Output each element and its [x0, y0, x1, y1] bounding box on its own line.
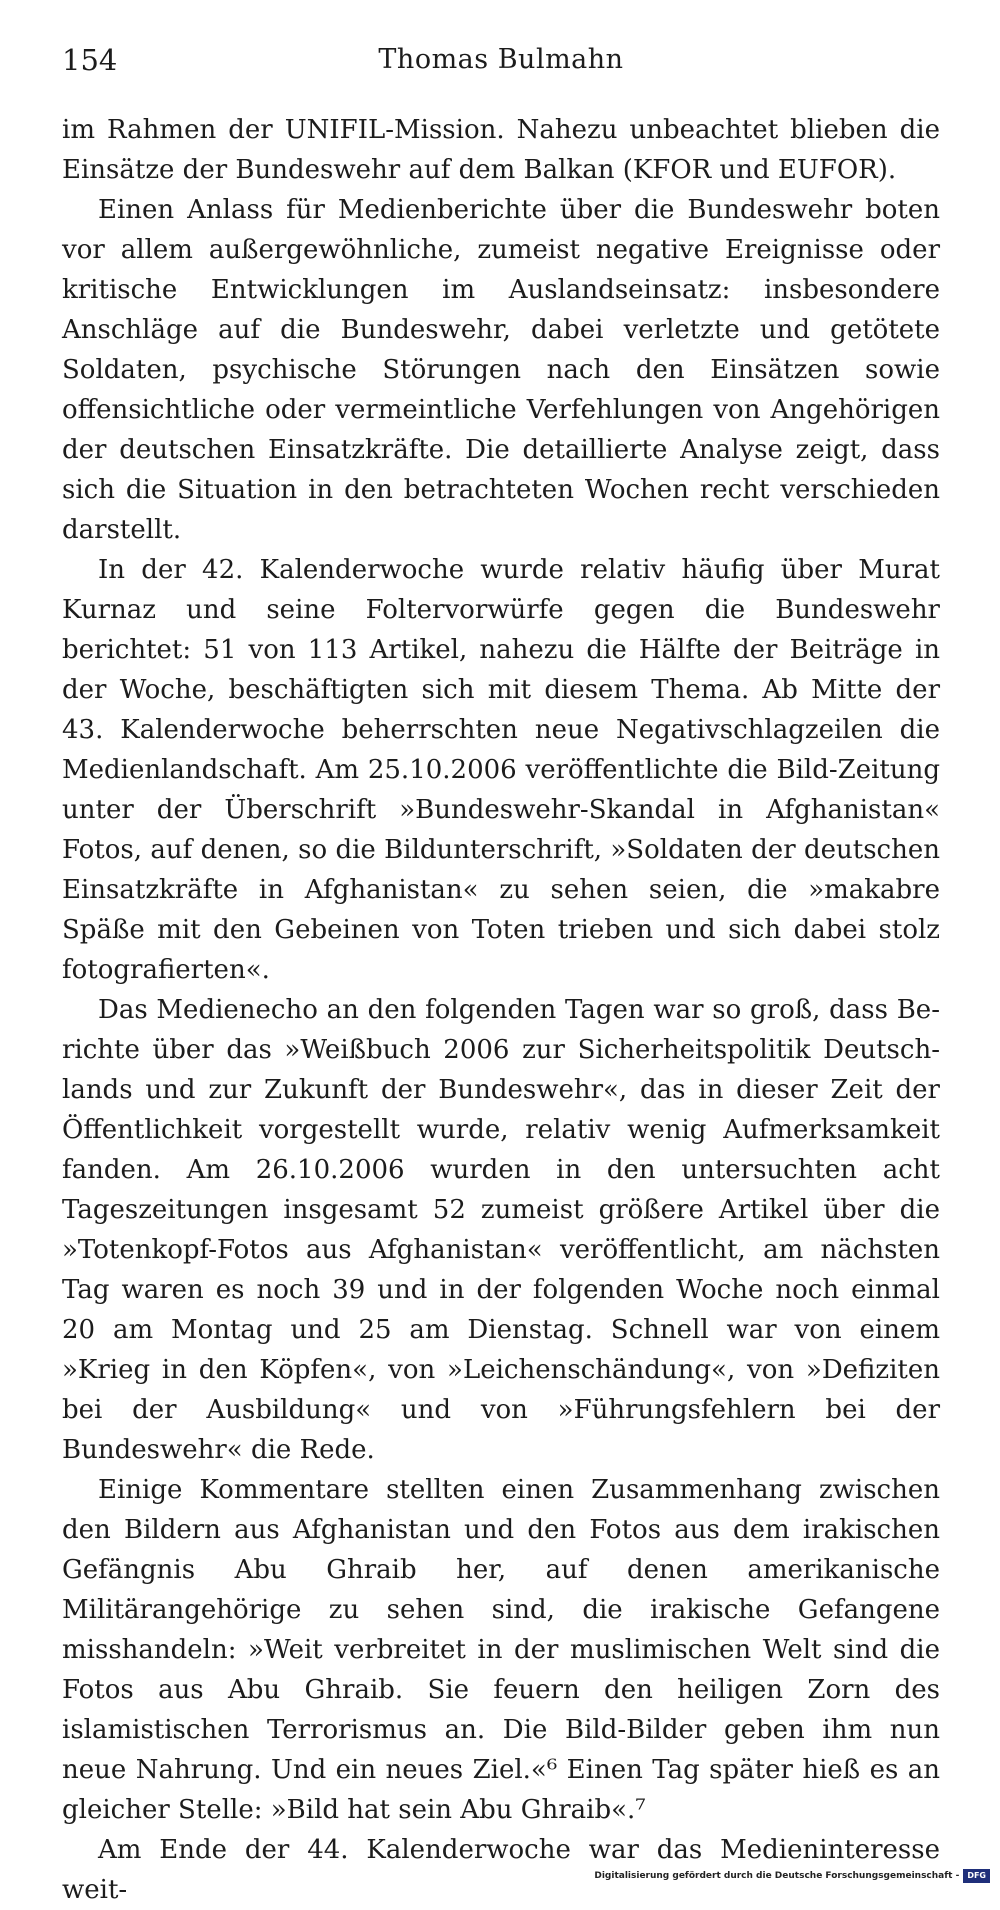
paragraph: Einen Anlass für Medienberichte über die Bundeswehr boten vor allem außergewöhnliche, zumeist negative Ereignisse oder kritische Entwicklungen im Auslandseinsatz: insbesondere Anschläge auf die Bundeswehr, dabei verletzte und getötete Soldaten, psychische Störungen nach den Einsätzen sowie offensichtliche oder vermeintliche Verfehlungen von Angehörigen der deutschen Einsatzkräfte. Die detaillierte Analyse zeigt, dass sich die Situation in den betrachteten Wochen recht verschieden darstellt.	[62, 195, 940, 545]
funding-note: Digitalisierung gefördert durch die Deutsche Forschungsgemeinschaft -	[594, 1871, 960, 1881]
digitization-footer	[594, 1868, 990, 1884]
paragraph: In der 42. Kalenderwoche wurde relativ häufig über Murat Kurnaz und seine Foltervorwürfe gegen die Bundeswehr berichtet: 51 von 113 Artikel, nahezu die Hälfte der Beiträge in der Woche, beschäftigten sich mit diesem Thema. Ab Mitte der 43. Kalenderwoche beherrschten neue Negativschlagzeilen die Medienlandschaft. Am 25.10.2006 veröffentlichte die Bild-Zeitung unter der Überschrift »Bundeswehr-Skandal in Afghanistan« Fotos, auf denen, so die Bildunterschrift, »Soldaten der deutschen Einsatzkräfte in Afghanistan« zu sehen seien, die »makabre Späße mit den Gebeinen von Toten trieben und sich dabei stolz fotografierten«.	[62, 555, 940, 985]
paragraph: Am Ende der 44. Kalenderwoche war das Medieninteresse weit-	[62, 1835, 940, 1905]
body-text	[62, 110, 940, 1910]
page-header	[62, 40, 940, 80]
dfg-logo: DFG	[963, 1869, 990, 1883]
paragraph: Das Medienecho an den folgenden Tagen war so groß, dass Berichte über das »Weißbuch 2006 zur Sicherheitspolitik Deutschlands und zur Zukunft der Bundeswehr«, das in dieser Zeit der Öffentlichkeit vorgestellt wurde, relativ wenig Aufmerksamkeit fanden. Am 26.10.2006 wurden in den untersuchten acht Tageszeitungen insgesamt 52 zumeist größere Artikel über die »Totenkopf-Fotos aus Afghanistan« veröffentlicht, am nächsten Tag waren es noch 39 und in der folgenden Woche noch einmal 20 am Montag und 25 am Dienstag. Schnell war von einem »Krieg in den Köpfen«, von »Leichenschändung«, von »Defiziten bei der Ausbildung« und von »Führungsfehlern bei der Bundeswehr« die Rede.	[62, 995, 940, 1465]
page-number: 154	[62, 43, 118, 77]
paragraph: Einige Kommentare stellten einen Zusammenhang zwischen den Bildern aus Afghanistan und den Fotos aus dem irakischen Gefängnis Abu Ghraib her, auf denen amerikanische Militärangehörige zu sehen sind, die irakische Gefangene misshandeln: »Weit verbreitet in der muslimischen Welt sind die Fotos aus Abu Ghraib. Sie feuern den heiligen Zorn des islamistischen Terrorismus an. Die Bild-Bilder geben ihm nun neue Nahrung. Und ein neues Ziel.«⁶ Einen Tag später hieß es an gleicher Stelle: »Bild hat sein Abu Ghraib«.⁷	[62, 1475, 940, 1825]
paragraph: im Rahmen der UNIFIL-Mission. Nahezu unbeachtet blieben die Einsätze der Bundeswehr auf dem Balkan (KFOR und EUFOR).	[62, 115, 940, 185]
running-head: Thomas Bulmahn	[378, 44, 624, 75]
